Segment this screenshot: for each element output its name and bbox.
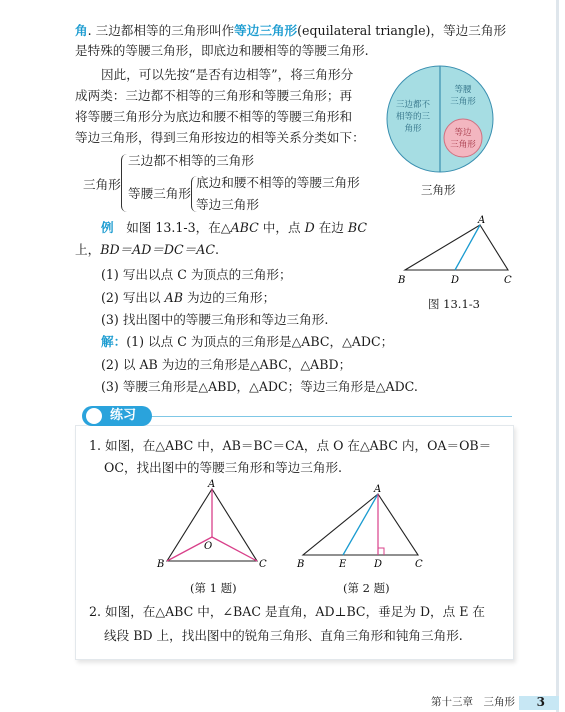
exercise-figure-1	[155, 479, 273, 571]
exercise-2-line-1: 2. 如图，在△ABC 中，∠BAC 是直角，AD⊥BC，垂足为 D，点 E 在	[89, 604, 486, 619]
classification-item-2: 等腰三角形	[128, 186, 191, 201]
exercise-figure-1-caption: (第 1 题)	[190, 581, 237, 595]
solution-line-1: 解：(1) 以点 C 为顶点的三角形是△ABC，△ADC；	[101, 334, 394, 349]
ex1-label-b: B	[157, 559, 165, 570]
intro-line-2: 是特殊的等腰三角形，即底边和腰相等的等腰三角形.	[75, 43, 369, 58]
intro-term-jiao: 角	[75, 23, 88, 38]
solution-label: 解：	[101, 334, 127, 349]
exercise-title: 练习	[110, 408, 137, 423]
exercise-header-rule	[146, 416, 512, 417]
intro-line-5: 将等腰三角形分为底边和腰不相等的等腰三角形和	[75, 109, 353, 124]
pencil-check-icon	[86, 408, 102, 424]
ex2-label-d: D	[374, 559, 383, 570]
fig-13-label-d: D	[451, 275, 460, 286]
ex2-label-b: B	[297, 559, 305, 570]
footer-chapter: 第十三章 三角形	[431, 696, 515, 708]
page-footer	[0, 690, 565, 712]
venn-right-1: 等腰	[454, 85, 472, 95]
equilateral-term: 等边三角形	[234, 23, 298, 38]
venn-right-2: 三角形	[450, 97, 476, 107]
venn-left-2: 相等的三	[395, 112, 431, 122]
fig-13-triangle-abc	[405, 225, 508, 270]
figure-13-1-3	[395, 213, 520, 288]
ex2-right-angle-mark	[378, 548, 384, 555]
exercise-2-line-2: 线段 BD 上，找出图中的锐角三角形、直角三角形和钝角三角形.	[104, 628, 463, 643]
intro-line-1	[75, 22, 506, 40]
venn-caption: 三角形	[421, 183, 456, 197]
ex1-label-o: O	[204, 541, 213, 552]
example-question-2: (2) 写出以 AB 为边的三角形；	[101, 290, 276, 305]
intro-line-3: 因此，可以先按“是否有边相等”，将三角形分	[101, 67, 354, 82]
ex2-label-e: E	[339, 559, 347, 570]
ex2-label-a: A	[374, 484, 382, 495]
exercise-title-pill	[82, 406, 152, 426]
example-question-3: (3) 找出图中的等腰三角形和等边三角形.	[101, 312, 329, 327]
example-label: 例	[101, 220, 114, 235]
classification-item-2b: 等边三角形	[196, 197, 259, 212]
exercise-1-line-1: 1. 如图，在△ABC 中，AB＝BC＝CA，点 O 在△ABC 内，OA＝OB＝	[89, 438, 492, 453]
example-line-2: 上，BD＝AD＝DC＝AC.	[75, 242, 219, 257]
ex2-label-c: C	[415, 559, 423, 570]
solution-line-3: (3) 等腰三角形是△ABD，△ADC；等边三角形是△ADC.	[101, 379, 418, 394]
ex2-segment-ae	[343, 494, 378, 555]
venn-left-3: 角形	[404, 124, 422, 134]
exercise-1-line-2: OC，找出图中的等腰三角形和等边三角形.	[104, 460, 343, 475]
exercise-figure-2	[293, 483, 433, 571]
venn-diagram	[385, 64, 495, 174]
fig-13-segment-ad	[455, 225, 480, 270]
classification-item-1: 三边都不相等的三角形	[128, 153, 254, 168]
intro-line-6: 等边三角形，得到三角形按边的相等关系分类如下：	[75, 130, 365, 145]
intro-line-4: 成两类：三边都不相等的三角形和等腰三角形；再	[75, 88, 353, 103]
page-edge-stripe	[556, 0, 559, 712]
exercise-figure-2-caption: (第 2 题)	[343, 581, 390, 595]
venn-left-1: 三边都不	[395, 100, 431, 110]
venn-inner-1: 等边	[454, 128, 472, 138]
venn-inner-2: 三角形	[450, 140, 476, 150]
fig-13-label-b: B	[398, 275, 406, 286]
fig-13-label-a: A	[478, 215, 486, 226]
classification-brace-outer	[121, 154, 128, 212]
intro-text-1b: (equilateral triangle)，等边三角形	[297, 23, 507, 38]
solution-line-2: (2) 以 AB 为边的三角形是△ABC，△ABD；	[101, 357, 352, 372]
ex1-label-a: A	[208, 479, 216, 490]
classification-item-2a: 底边和腰不相等的等腰三角形	[196, 175, 360, 190]
example-question-1: (1) 写出以点 C 为顶点的三角形；	[101, 267, 292, 282]
ex1-label-c: C	[259, 559, 267, 570]
intro-text-1a: . 三边都相等的三角形叫作	[87, 23, 235, 38]
figure-13-caption: 图 13.1-3	[428, 297, 480, 311]
venn-inner-circle	[444, 119, 482, 157]
classification-root: 三角形	[83, 177, 121, 192]
page-number: 3	[536, 695, 545, 709]
example-line-1: 例 如图 13.1-3，在△ABC 中，点 D 在边 BC	[101, 220, 368, 235]
fig-13-label-c: C	[504, 275, 512, 286]
ex1-segment-oc	[212, 537, 257, 561]
